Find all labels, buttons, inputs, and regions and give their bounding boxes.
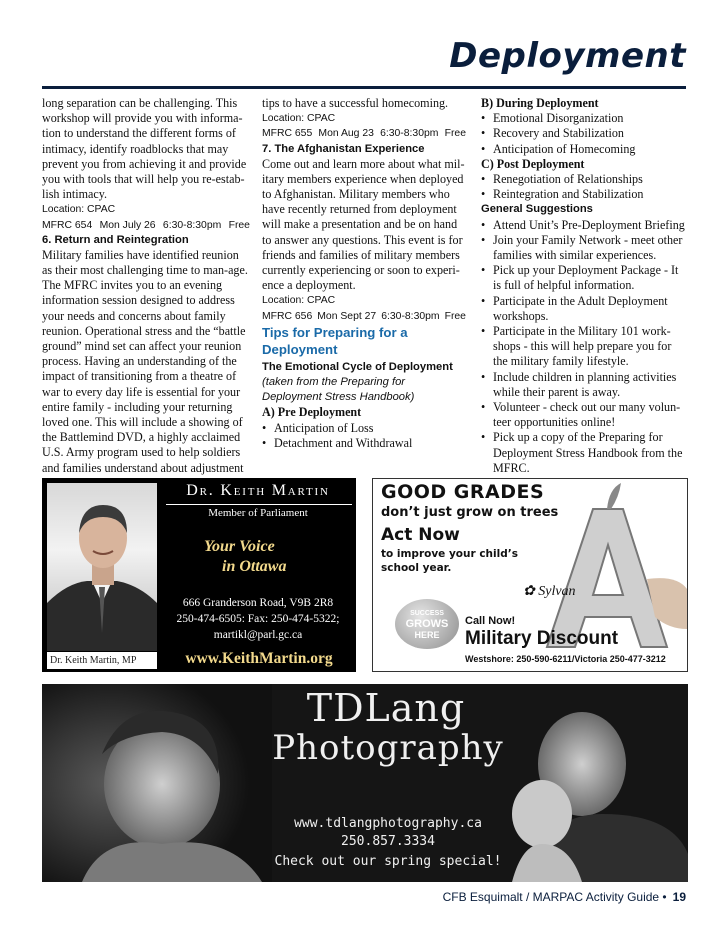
studio-name: TDLang — [306, 686, 466, 730]
badge-line-1: SUCCESS — [410, 609, 444, 617]
column-3 — [481, 96, 687, 476]
event-code: MFRC 654 — [42, 219, 93, 231]
event-location: Location: CPAC — [262, 295, 336, 307]
stage-b-heading: B) During Deployment — [481, 96, 599, 110]
event-description: Come out and learn more about what mil-itary members experience when deployed to Afghanistan. Military members who have recently returned from deployment will make a presentation and be on hand to answer any questions. This event is for friends and families of military members currently experiencing or soon to experi-ence a deployment. — [262, 156, 465, 293]
page-title: Deployment — [449, 36, 686, 76]
stage-c-list — [481, 172, 687, 202]
list-item: • Participate in the Military 101 work-shops - this will help prepare you for the military family lifestyle. — [481, 324, 687, 370]
event-description: Military families have identified reunion as their most challenging time to man-age. The MFRC invites you to an evening information session designed to address your needs and concerns about family reunion. Operational stress and the “battle ground” mind set can affect your reunion process. Having an understanding of the impact of transitioning from a theatre of war to every day life is essential for your entire family - including your returning loved one. This will include a showing of the Battlemind DVD, a highly acclaimed U.S. Army program used to help soldiers and families understand about adjustment — [42, 247, 248, 475]
call-now: Call Now! — [465, 615, 516, 627]
ad-sylvan[interactable] — [372, 478, 688, 672]
list-item: • Anticipation of Loss — [262, 421, 466, 436]
stage-b-list — [481, 111, 687, 157]
email-link[interactable]: martikl@parl.gc.ca — [213, 629, 303, 641]
brand-name: Sylvan — [538, 584, 576, 599]
suggestions-list — [481, 218, 687, 476]
event-cost: Free — [444, 128, 466, 140]
event-meta — [262, 309, 466, 324]
event-meta — [262, 126, 466, 141]
list-item: • Renegotiation of Relationships — [481, 172, 687, 187]
list-item: • Join your Family Network - meet other families with similar experiences. — [481, 233, 687, 263]
phone-number: 250.857.3334 — [341, 834, 435, 849]
event-date: Mon Aug 23 — [318, 128, 374, 140]
badge-line-2: GROWS — [405, 617, 449, 630]
list-item: • Emotional Disorganization — [481, 111, 687, 126]
website-link[interactable]: www.tdlangphotography.ca — [294, 816, 482, 831]
maple-leaf-icon: ✿ — [523, 584, 535, 599]
sylvan-logo — [523, 583, 576, 600]
intro-text: long separation can be challenging. This workshop will provide you with informa-tion to understand the different forms of intimacy, identify roadblocks that may prevent you from achieving it and provide you with tools that will help you re-estab-lish intimacy. — [42, 96, 247, 202]
address: 666 Granderson Road, V9B 2R8 — [182, 597, 334, 609]
ad-headline: GOOD GRADES — [381, 481, 545, 503]
success-badge — [395, 599, 459, 649]
continued-text: tips to have a successful homecoming. — [262, 96, 449, 110]
event-cost: Free — [228, 219, 250, 231]
cycle-source: (taken from the Preparing for Deployment Stress Handbook) — [262, 376, 415, 404]
event-time: 6:30-8:30pm — [381, 310, 440, 322]
badge-line-3: HERE — [414, 629, 440, 640]
website-link[interactable]: www.KeithMartin.org — [185, 650, 333, 667]
column-2 — [262, 96, 466, 451]
military-discount: Military Discount — [465, 628, 619, 649]
page-footer — [443, 890, 686, 904]
page-number: 19 — [672, 890, 686, 904]
event-meta — [42, 218, 250, 233]
ad-cta: Act Now — [381, 525, 460, 545]
event-date: Mon July 26 — [99, 219, 156, 231]
studio-type: Photography — [272, 728, 504, 768]
event-date: Mon Sept 27 — [317, 310, 377, 322]
divider — [166, 504, 352, 505]
event-time: 6:30-8:30pm — [162, 219, 222, 231]
ad-name: Dr. Keith Martin — [186, 482, 330, 499]
suggestions-heading: General Suggestions — [481, 203, 593, 216]
ad-subheadline: don’t just grow on trees — [381, 505, 559, 520]
list-item: • Include children in planning activities while their parent is away. — [481, 370, 687, 400]
list-item: • Anticipation of Homecoming — [481, 142, 687, 157]
portrait-photo — [47, 483, 157, 651]
tips-heading: Tips for Preparing for a Deployment — [262, 324, 408, 357]
slogan-line-1: Your Voice — [204, 538, 275, 555]
list-item: • Attend Unit’s Pre-Deployment Briefing — [481, 218, 687, 233]
list-item: • Detachment and Withdrawal — [262, 436, 466, 451]
ad-role: Member of Parliament — [208, 507, 308, 519]
photo-caption: Dr. Keith Martin, MP — [47, 652, 157, 669]
spring-special: Check out our spring special! — [274, 854, 502, 869]
list-item: • Recovery and Stabilization — [481, 126, 687, 141]
list-item: • Participate in the Adult Deployment workshops. — [481, 294, 687, 324]
event-code: MFRC 655 — [262, 128, 313, 140]
event-code: MFRC 656 — [262, 310, 313, 322]
ad-cta-detail: to improve your child’s school year. — [381, 548, 518, 574]
event-location: Location: CPAC — [262, 113, 336, 125]
stage-a-list — [262, 421, 466, 451]
stage-c-heading: C) Post Deployment — [481, 156, 585, 171]
event-cost: Free — [444, 310, 466, 322]
footer-text: CFB Esquimalt / MARPAC Activity Guide • — [442, 890, 667, 904]
ad-keith-martin[interactable] — [42, 478, 356, 672]
column-1 — [42, 96, 250, 491]
event-title: 7. The Afghanistan Experience — [262, 142, 425, 155]
event-location: Location: CPAC — [42, 204, 116, 216]
phone-fax: 250-474-6505: Fax: 250-474-5322; — [176, 613, 340, 625]
list-item: • Pick up a copy of the Preparing for Deployment Stress Handbook from the MFRC. — [481, 430, 687, 476]
cycle-heading: The Emotional Cycle of Deployment — [262, 360, 453, 373]
phone-numbers: Westshore: 250-590-6211/Victoria 250-477-3212 — [465, 654, 666, 664]
list-item: • Reintegration and Stabilization — [481, 187, 687, 202]
event-time: 6:30-8:30pm — [380, 128, 439, 140]
list-item: • Volunteer - check out our many volun-teer opportunities online! — [481, 400, 687, 430]
slogan-line-2: in Ottawa — [222, 558, 287, 575]
contact-block — [158, 595, 356, 643]
list-item: • Pick up your Deployment Package - It is full of helpful information. — [481, 263, 687, 293]
header-rule — [42, 86, 686, 89]
stage-a-heading: A) Pre Deployment — [262, 405, 362, 420]
event-title: 6. Return and Reintegration — [42, 233, 189, 246]
ad-tdlang-photography[interactable] — [42, 684, 688, 882]
